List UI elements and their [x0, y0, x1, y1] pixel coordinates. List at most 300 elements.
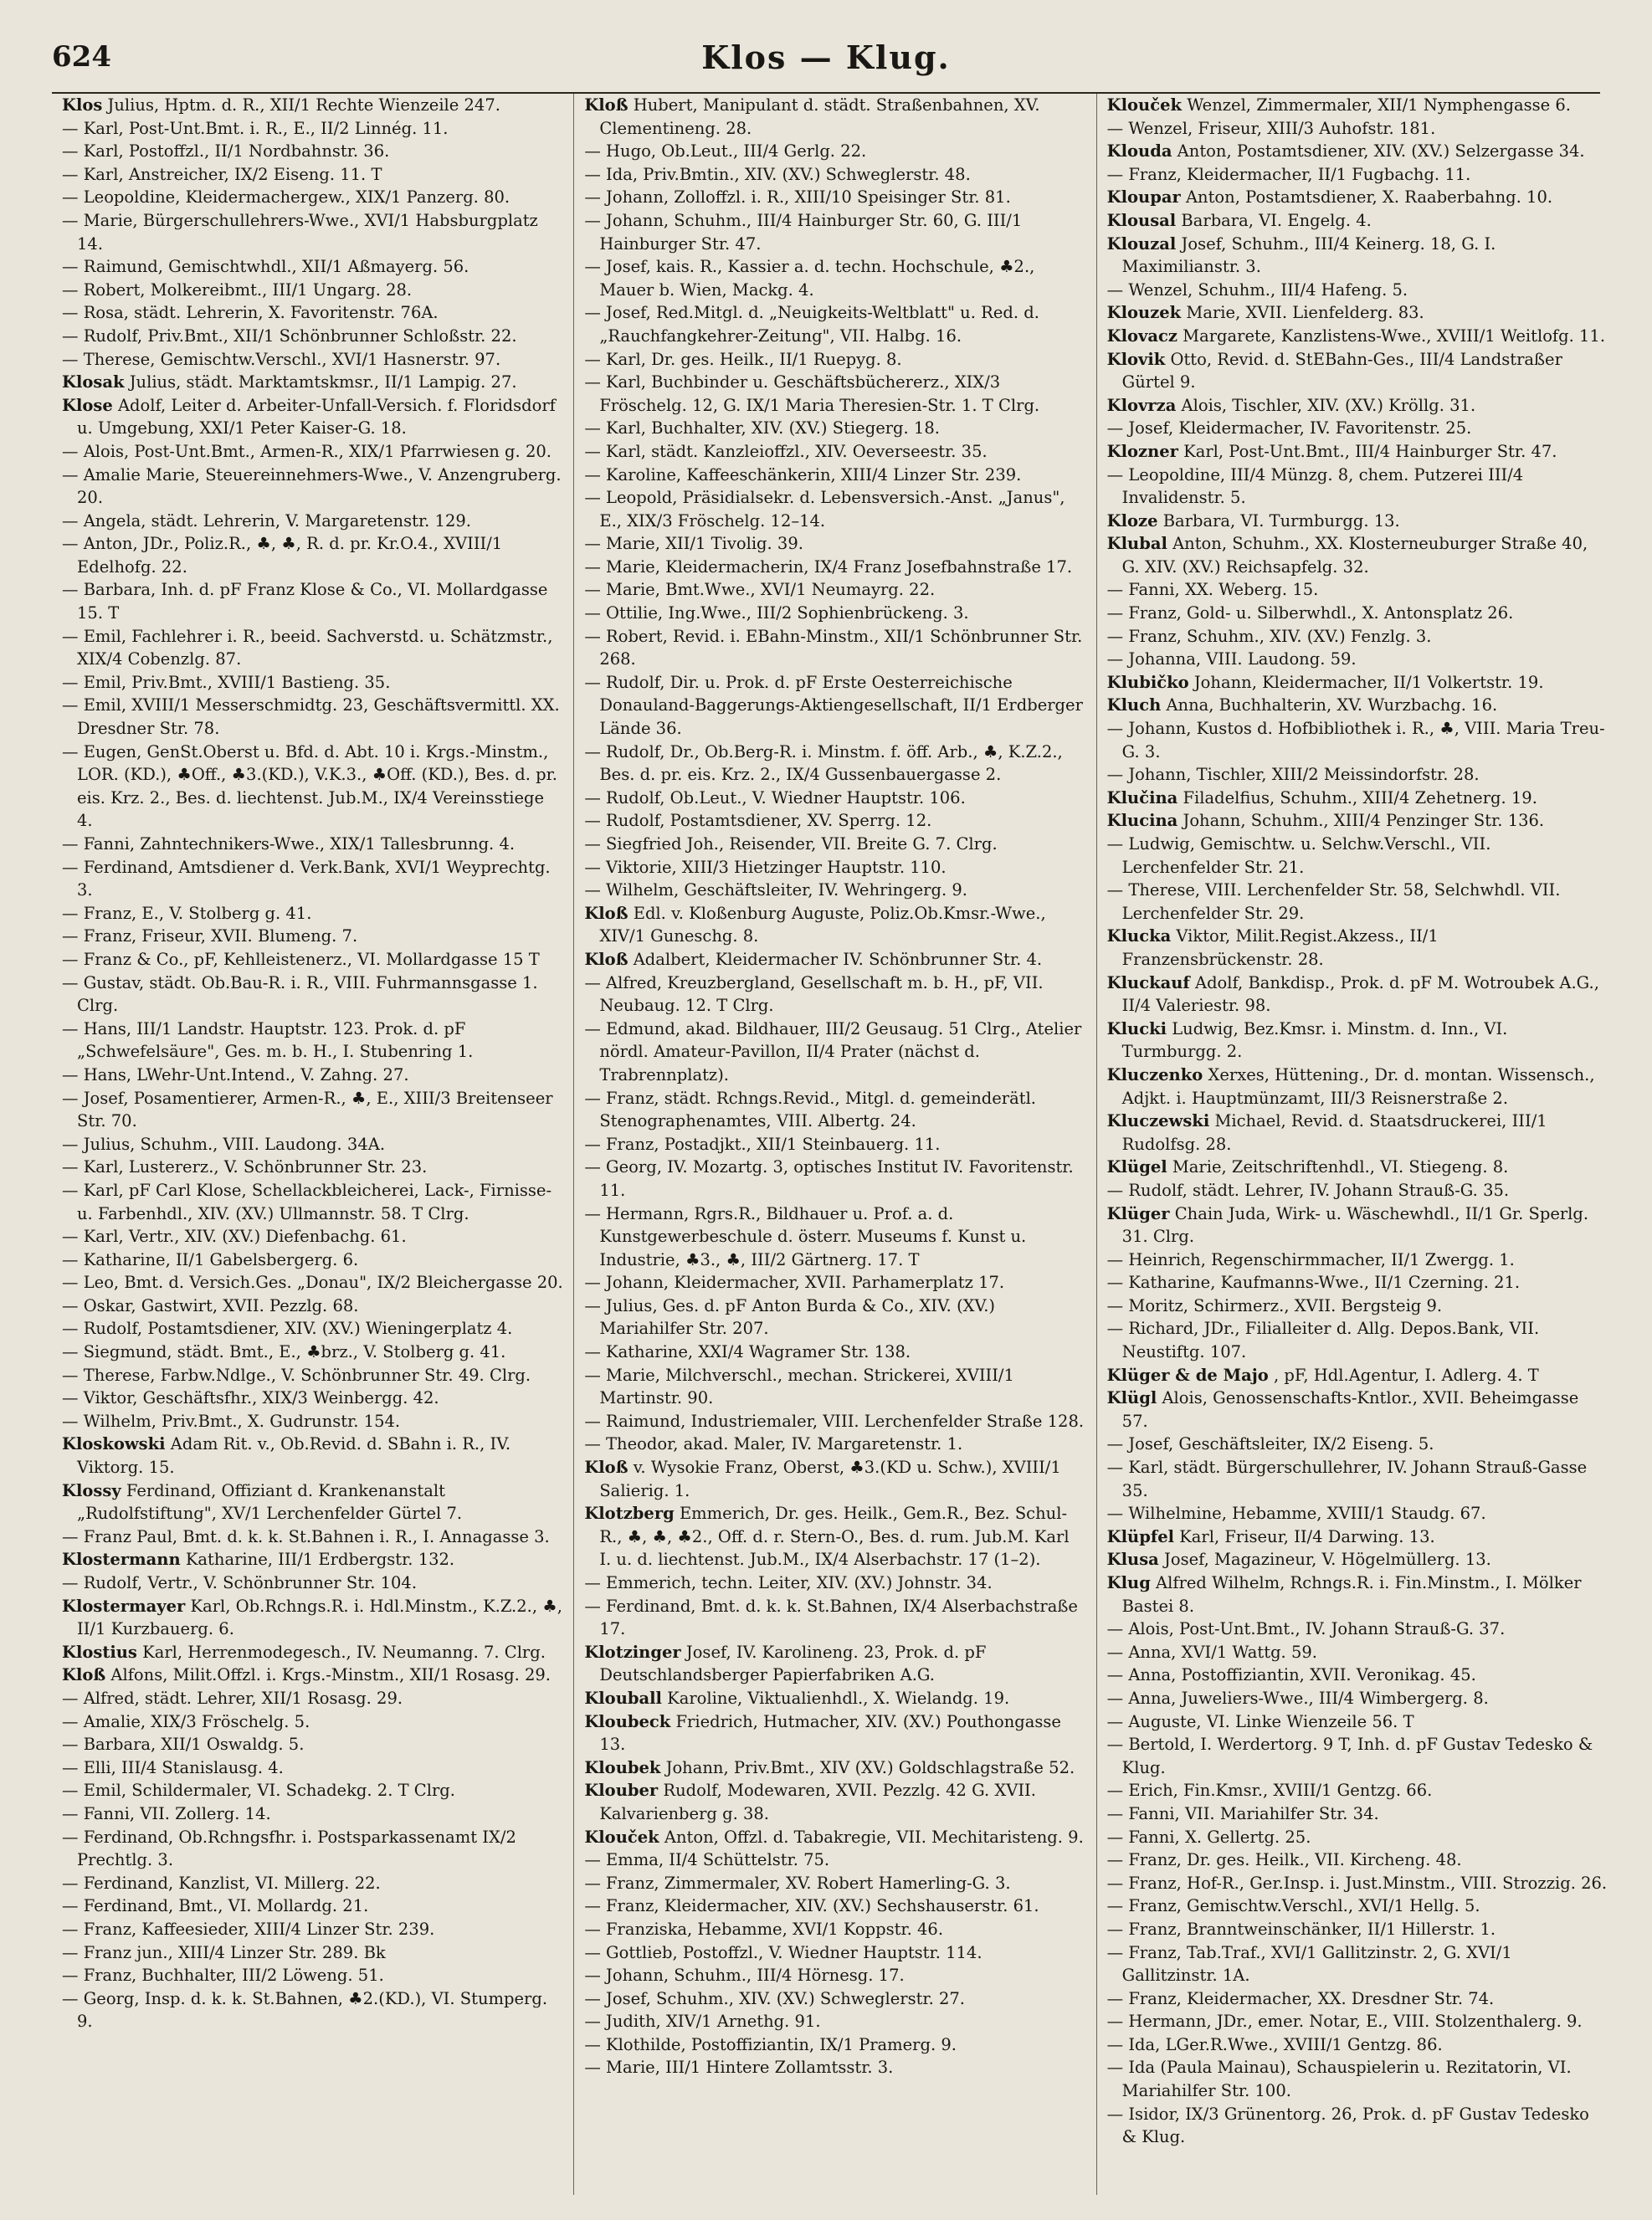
directory-entry — [584, 348, 1085, 372]
directory-entry — [584, 186, 1085, 209]
entry-text: — Johann, Schuhm., III/4 Hörnesg. 17. — [584, 1966, 905, 1986]
entry-text: Anton, Schuhm., XX. Klosterneuburger Straße 40, G. XIV. (XV.) Reichsapfelg. 32. — [1121, 534, 1588, 577]
entry-text: — Leo, Bmt. d. Versich.Ges. „Donau", IX/2 Bleichergasse 20. — [62, 1273, 563, 1293]
entry-text: — Ottilie, Ing.Wwe., III/2 Sophienbrückeng. 3. — [584, 603, 969, 623]
entry-text: — Fanni, X. Gellertg. 25. — [1106, 1827, 1311, 1847]
directory-entry — [1107, 879, 1608, 925]
entry-text: — Josef, kais. R., Kassier a. d. techn. Hochschule, ♣2., Mauer b. Wien, Mackg. 4. — [584, 257, 1035, 300]
entry-text: — Franz, Gemischtw.Verschl., XVI/1 Hellg. 5. — [1106, 1896, 1480, 1916]
entry-text: — Alfred, städt. Lehrer, XII/1 Rosasg. 29. — [62, 1688, 403, 1708]
entry-text: — Moritz, Schirmerz., XVII. Bergsteig 9. — [1106, 1295, 1443, 1315]
entry-text: — Elli, III/4 Stanislausg. 4. — [62, 1757, 284, 1777]
directory-entry — [1107, 1848, 1608, 1872]
directory-entry — [62, 255, 563, 279]
directory-entry — [1107, 694, 1608, 717]
directory-entry — [1107, 1548, 1608, 1571]
entry-text: Josef, Magazineur, V. Högelmüllerg. 13. — [1164, 1550, 1491, 1570]
directory-entry — [584, 741, 1085, 787]
entry-text: Viktor, Milit.Regist.Akzess., II/1 Franzensbrückenstr. 28. — [1121, 926, 1439, 969]
entry-surname: Klügl — [1106, 1388, 1157, 1408]
entry-text: — Raimund, Industriemaler, VIII. Lerchenfelder Straße 128. — [584, 1411, 1085, 1431]
entry-text: — Fanni, VII. Mariahilfer Str. 34. — [1106, 1803, 1379, 1823]
directory-entry — [584, 602, 1085, 625]
column-3 — [1097, 94, 1619, 2195]
directory-entry — [584, 1502, 1085, 1571]
entry-text: — Alfred, Kreuzbergland, Gesellschaft m. b. H., pF, VII. Neubaug. 12. T Clrg. — [584, 972, 1044, 1016]
directory-entry — [62, 1364, 563, 1387]
entry-text: — Julius, Schuhm., VIII. Laudong. 34A. — [62, 1134, 386, 1154]
entry-surname: Klucina — [1106, 811, 1178, 831]
directory-entry — [62, 625, 563, 671]
directory-entry — [584, 486, 1085, 532]
directory-entry — [62, 1156, 563, 1179]
entry-surname: Kloß — [584, 95, 628, 115]
entry-text: Karl, Friseur, II/4 Darwing. 13. — [1179, 1526, 1435, 1546]
entry-text: — Hermann, Rgrs.R., Bildhauer u. Prof. a. d. Kunstgewerbeschule d. österr. Museums f. Kunst u. Industrie, ♣3., ♣, III/2 Gärtnerg. 17. T — [584, 1203, 1027, 1269]
entry-surname: Klučina — [1106, 787, 1178, 808]
entry-text: — Franz, Zimmermaler, XV. Robert Hamerling-G. 3. — [584, 1873, 1011, 1893]
directory-entry — [62, 925, 563, 948]
page-header — [52, 33, 1600, 94]
page-number: 624 — [52, 40, 111, 74]
directory-entry — [62, 209, 563, 255]
directory-entry — [584, 1918, 1085, 1941]
entry-text: — Johann, Kustos d. Hofbibliothek i. R., ♣, VIII. Maria Treu-G. 3. — [1106, 719, 1605, 761]
entry-text: — Klothilde, Postoffiziantin, IX/1 Pramerg. 9. — [584, 2034, 957, 2054]
entry-text: — Franz, Kleidermacher, XIV. (XV.) Sechshauserstr. 61. — [584, 1896, 1039, 1916]
directory-entry — [1107, 94, 1608, 117]
directory-entry — [1107, 348, 1608, 394]
entry-surname: Klovik — [1106, 349, 1166, 369]
directory-entry — [1107, 1156, 1608, 1179]
directory-entry — [1107, 532, 1608, 578]
entry-text: — Franz, städt. Rchngs.Revid., Mitgl. d. gemeinderätl. Stenographenamtes, VIII. Albertg. 24. — [584, 1088, 1037, 1131]
entry-text: — Emil, XVIII/1 Messerschmidtg. 23, Geschäftsvermittl. XX. Dresdner Str. 78. — [62, 695, 560, 739]
directory-entry — [62, 1133, 563, 1156]
entry-text: Michael, Revid. d. Staatsdruckerei, III/1 Rudolfsg. 28. — [1121, 1111, 1547, 1154]
running-head: Klos — Klug. — [701, 38, 951, 76]
directory-entry — [1107, 1271, 1608, 1295]
entry-text: — Marie, XII/1 Tivolig. 39. — [584, 534, 803, 554]
entry-text: Anton, Offzl. d. Tabakregie, VII. Mechitaristeng. 9. — [664, 1827, 1084, 1847]
directory-entry — [1107, 1710, 1608, 1734]
entry-text: — Alois, Post-Unt.Bmt., Armen-R., XIX/1 Pfarrwiesen g. 20. — [62, 441, 552, 461]
entry-text: — Karl, pF Carl Klose, Schellackbleicherei, Lack-, Firnisse- u. Farbenhdl., XIV. (XV.) Ullmannstr. 58. T Clrg. — [62, 1180, 552, 1223]
entry-text: — Wilhelm, Geschäftsleiter, IV. Wehringerg. 9. — [584, 880, 967, 900]
directory-entry — [1107, 1064, 1608, 1110]
entry-text: Edl. v. Kloßenburg Auguste, Poliz.Ob.Kmsr.-Wwe., XIV/1 Guneschg. 8. — [599, 903, 1046, 946]
entry-text: — Katharine, Kaufmanns-Wwe., II/1 Czerning. 21. — [1106, 1273, 1521, 1293]
entry-text: Adalbert, Kleidermacher IV. Schönbrunner Str. 4. — [633, 949, 1043, 969]
entry-surname: Klouball — [584, 1688, 662, 1708]
entry-text: — Leopoldine, Kleidermachergew., XIX/1 Panzerg. 80. — [62, 187, 510, 208]
directory-entry — [1107, 1456, 1608, 1502]
directory-entry — [1107, 1872, 1608, 1895]
entry-text: Johann, Kleidermacher, II/1 Volkertstr. 19. — [1193, 672, 1544, 692]
directory-entry — [1107, 2033, 1608, 2057]
entry-text: Karl, Ob.Rchngs.R. i. Hdl.Minstm., K.Z.2., ♣, II/1 Kurzbauerg. 6. — [77, 1596, 562, 1639]
directory-entry — [1107, 1941, 1608, 1987]
entry-text: — Therese, Gemischtw.Verschl., XVI/1 Hasnerstr. 97. — [62, 349, 501, 369]
directory-entry — [1107, 833, 1608, 879]
directory-entry — [62, 163, 563, 187]
directory-entry — [584, 140, 1085, 163]
directory-entry — [1107, 1826, 1608, 1849]
entry-text: — Anna, XVI/1 Wattg. 59. — [1106, 1642, 1317, 1662]
directory-entry — [584, 163, 1085, 187]
directory-entry — [62, 1733, 563, 1756]
entry-text: — Johann, Zolloffzl. i. R., XIII/10 Speisinger Str. 81. — [584, 187, 1011, 208]
entry-text: — Rudolf, Postamtsdiener, XIV. (XV.) Wieningerplatz 4. — [62, 1319, 513, 1339]
directory-entry — [584, 209, 1085, 255]
directory-entry — [1107, 279, 1608, 302]
entry-text: — Franz, Hof-R., Ger.Insp. i. Just.Minstm., VIII. Strozzig. 26. — [1106, 1873, 1608, 1893]
entry-text: Friedrich, Hutmacher, XIV. (XV.) Pouthongasse 13. — [599, 1711, 1061, 1755]
entry-text: — Franz Paul, Bmt. d. k. k. St.Bahnen i. R., I. Annagasse 3. — [62, 1526, 550, 1546]
directory-entry — [62, 279, 563, 302]
directory-entry — [1107, 117, 1608, 141]
entry-text: — Wilhelmine, Hebamme, XVIII/1 Staudg. 67. — [1106, 1504, 1486, 1524]
directory-entry — [62, 1756, 563, 1780]
directory-entry — [1107, 1525, 1608, 1549]
entry-text: — Heinrich, Regenschirmmacher, II/1 Zwergg. 1. — [1106, 1249, 1515, 1269]
entry-text: — Barbara, XII/1 Oswaldg. 5. — [62, 1735, 305, 1755]
directory-entry — [62, 1341, 563, 1364]
entry-text: Karl, Post-Unt.Bmt., III/4 Hainburger Str. 47. — [1183, 441, 1557, 461]
entry-text: Julius, Hptm. d. R., XII/1 Rechte Wienzeile 247. — [107, 95, 500, 115]
directory-entry — [1107, 1802, 1608, 1826]
directory-entry — [584, 671, 1085, 741]
entry-text: — Fanni, VII. Zollerg. 14. — [62, 1803, 271, 1823]
directory-entry — [1107, 1295, 1608, 1318]
directory-entry — [62, 371, 563, 394]
directory-entry — [584, 1641, 1085, 1687]
directory-entry — [1107, 925, 1608, 971]
entry-text: — Marie, Milchverschl., mechan. Strickerei, XVIII/1 Martinstr. 90. — [584, 1365, 1014, 1408]
entry-text: — Auguste, VI. Linke Wienzeile 56. T — [1106, 1711, 1414, 1731]
directory-entry — [1107, 1733, 1608, 1779]
entry-surname: Klotzberg — [584, 1504, 675, 1524]
entry-surname: Klouzal — [1106, 233, 1177, 254]
directory-entry — [584, 464, 1085, 487]
entry-surname: Klostermann — [62, 1550, 181, 1570]
directory-entry — [1107, 140, 1608, 163]
entry-text: Alfons, Milit.Offzl. i. Krgs.-Minstm., XII/1 Rosasg. 29. — [110, 1665, 551, 1685]
entry-text: — Franz jun., XIII/4 Linzer Str. 289. Bk — [62, 1942, 386, 1962]
entry-surname: Klug — [1106, 1573, 1151, 1592]
entry-text: — Rosa, städt. Lehrerin, X. Favoritenstr. 76A. — [62, 303, 439, 323]
entry-text: — Fanni, Zahntechnikers-Wwe., XIX/1 Tallesbrunng. 4. — [62, 834, 516, 854]
entry-text: Emmerich, Dr. ges. Heilk., Gem.R., Bez. Schul-R., ♣, ♣, ♣2., Off. d. r. Stern-O., Bes. d. rum. Jub.M. Karl I. u. d. liechtenst. Jub.M., IX/4 Alserbachstr. 17 (1–2). — [599, 1504, 1070, 1570]
directory-entry — [1107, 1687, 1608, 1710]
directory-entry — [584, 1087, 1085, 1133]
directory-entry — [1107, 510, 1608, 533]
entry-text: Otto, Revid. d. StEBahn-Ges., III/4 Landstraßer Gürtel 9. — [1121, 349, 1562, 392]
directory-entry — [62, 510, 563, 533]
directory-entry — [62, 1710, 563, 1734]
directory-entry — [584, 2056, 1085, 2079]
directory-entry — [1107, 2010, 1608, 2033]
entry-text: — Marie, Bmt.Wwe., XVI/1 Neumayrg. 22. — [584, 580, 936, 600]
directory-entry — [1107, 440, 1608, 464]
entry-surname: Kluch — [1106, 695, 1162, 715]
entry-text: — Ludwig, Gemischtw. u. Selchw.Verschl., VII. Lerchenfelder Str. 21. — [1106, 834, 1491, 877]
entry-text: Ludwig, Bez.Kmsr. i. Minstm. d. Inn., VI. Turmburgg. 2. — [1121, 1018, 1508, 1062]
entry-text: — Amalie, XIX/3 Fröschelg. 5. — [62, 1711, 310, 1731]
directory-entry — [1107, 2056, 1608, 2102]
entry-text: — Franz, Kaffeesieder, XIII/4 Linzer Str. 239. — [62, 1919, 435, 1939]
directory-entry — [62, 117, 563, 141]
entry-text: Johann, Schuhm., XIII/4 Penzinger Str. 136. — [1183, 811, 1545, 831]
entry-text: Barbara, VI. Turmburgg. 13. — [1162, 510, 1400, 531]
directory-entry — [584, 1202, 1085, 1272]
directory-entry — [62, 1410, 563, 1433]
directory-entry — [584, 1756, 1085, 1780]
entry-surname: Klose — [62, 395, 113, 415]
entry-text: Karoline, Viktualienhdl., X. Wielandg. 19. — [667, 1688, 1010, 1708]
entry-text: — Karl, Vertr., XIV. (XV.) Diefenbachg. 61. — [62, 1227, 407, 1247]
entry-text: — Siegfried Joh., Reisender, VII. Breite G. 7. Clrg. — [584, 834, 998, 854]
directory-entry — [1107, 671, 1608, 695]
entry-text: Ferdinand, Offiziant d. Krankenanstalt „Rudolfstiftung", XV/1 Lerchenfelder Gürtel 7. — [77, 1480, 463, 1524]
entry-text: — Anna, Juweliers-Wwe., III/4 Wimbergerg. 8. — [1106, 1688, 1489, 1708]
directory-entry — [584, 1710, 1085, 1756]
directory-entry — [1107, 578, 1608, 602]
entry-text: Margarete, Kanzlistens-Wwe., XVIII/1 Weitlofg. 11. — [1183, 326, 1606, 346]
directory-entry — [584, 532, 1085, 556]
entry-text: Marie, XVII. Lienfelderg. 83. — [1186, 303, 1424, 323]
directory-entry — [62, 325, 563, 348]
entry-text: — Edmund, akad. Bildhauer, III/2 Geusaug. 51 Clrg., Atelier nördl. Amateur-Pavillon, II/4 Prater (nächst d. Trabrennplatz). — [584, 1018, 1082, 1084]
entry-text: — Georg, Insp. d. k. k. St.Bahnen, ♣2.(KD.), VI. Stumperg. 9. — [62, 1988, 548, 2032]
entry-text: Adolf, Bankdisp., Prok. d. pF M. Wotroubek A.G., II/4 Valeriestr. 98. — [1121, 972, 1599, 1016]
entry-text: — Oskar, Gastwirt, XVII. Pezzlg. 68. — [62, 1295, 359, 1315]
entry-text: — Karl, Post-Unt.Bmt. i. R., E., II/2 Linnég. 11. — [62, 118, 449, 138]
entry-text: — Amalie Marie, Steuereinnehmers-Wwe., V. Anzengruberg. 20. — [62, 464, 562, 508]
directory-entry — [62, 1317, 563, 1341]
directory-entry — [62, 1987, 563, 2033]
entry-text: — Katharine, XXI/4 Wagramer Str. 138. — [584, 1342, 911, 1362]
directory-entry — [584, 1779, 1085, 1825]
entry-text: — Bertold, I. Werdertorg. 9 T, Inh. d. pF Gustav Tedesko & Klug. — [1106, 1735, 1593, 1777]
directory-entry — [1107, 233, 1608, 279]
directory-entry — [62, 741, 563, 833]
entry-text: Xerxes, Hüttening., Dr. d. montan. Wissensch., Adjkt. i. Hauptmünzamt, III/3 Reisnerstraße 2. — [1121, 1064, 1595, 1108]
directory-entry — [62, 578, 563, 624]
directory-entry — [62, 301, 563, 325]
entry-surname: Klovrza — [1106, 395, 1177, 415]
entry-surname: Kloß — [62, 1665, 106, 1685]
directory-entry — [584, 1295, 1085, 1341]
directory-entry — [1107, 717, 1608, 763]
entry-text: — Franz & Co., pF, Kehlleistenerz., VI. Mollardgasse 15 T — [62, 949, 540, 969]
directory-entry — [584, 902, 1085, 948]
entry-text: — Franz, Friseur, XVII. Blumeng. 7. — [62, 926, 358, 946]
entry-text: — Franz, Branntweinschänker, II/1 Hillerstr. 1. — [1106, 1919, 1496, 1939]
entry-text: — Georg, IV. Mozartg. 3, optisches Institut IV. Favoritenstr. 11. — [584, 1157, 1074, 1200]
directory-entry — [584, 371, 1085, 417]
column-1 — [52, 94, 574, 2195]
directory-entry — [62, 972, 563, 1018]
directory-entry — [1107, 209, 1608, 233]
directory-entry — [62, 1295, 563, 1318]
directory-entry — [584, 1595, 1085, 1641]
directory-entry — [584, 1364, 1085, 1410]
entry-text: — Emmerich, techn. Leiter, XIV. (XV.) Johnstr. 34. — [584, 1573, 993, 1592]
directory-columns — [52, 94, 1619, 2195]
entry-text: — Ferdinand, Amtsdiener d. Verk.Bank, XVI/1 Weyprechtg. 3. — [62, 857, 551, 900]
entry-text: — Viktor, Geschäftsfhr., XIX/3 Weinbergg. 42. — [62, 1388, 439, 1408]
entry-text: — Wenzel, Friseur, XIII/3 Auhofstr. 181. — [1106, 118, 1436, 138]
entry-text: — Franz, Buchhalter, III/2 Löweng. 51. — [62, 1966, 384, 1986]
directory-entry — [584, 972, 1085, 1018]
entry-surname: Klossy — [62, 1480, 121, 1500]
directory-entry — [584, 1433, 1085, 1456]
directory-entry — [62, 833, 563, 856]
directory-entry — [1107, 1918, 1608, 1941]
entry-surname: Klostermayer — [62, 1596, 186, 1616]
directory-entry — [584, 556, 1085, 579]
entry-surname: Kluckauf — [1106, 972, 1190, 992]
directory-entry — [62, 1918, 563, 1941]
entry-text: — Josef, Posamentierer, Armen-R., ♣, E., XIII/3 Breitenseer Str. 70. — [62, 1088, 553, 1131]
entry-text: — Karl, städt. Bürgerschullehrer, IV. Johann Strauß-Gasse 35. — [1106, 1458, 1588, 1500]
entry-text: — Franz, E., V. Stolberg g. 41. — [62, 903, 312, 923]
entry-text: Rudolf, Modewaren, XVII. Pezzlg. 42 G. XVII. Kalvarienberg g. 38. — [599, 1781, 1036, 1823]
entry-text: — Theodor, akad. Maler, IV. Margaretenstr. 1. — [584, 1434, 963, 1454]
entry-text: — Alois, Post-Unt.Bmt., IV. Johann Strauß-G. 37. — [1106, 1619, 1506, 1639]
directory-entry — [584, 1826, 1085, 1849]
directory-entry — [62, 1248, 563, 1272]
directory-entry — [1107, 394, 1608, 418]
entry-surname: Klostius — [62, 1642, 137, 1662]
entry-surname: Kloß — [584, 903, 628, 923]
entry-text: — Karl, Anstreicher, IX/2 Eiseng. 11. T — [62, 164, 382, 184]
entry-surname: Klouček — [1106, 95, 1182, 115]
entry-text: Chain Juda, Wirk- u. Wäschewhdl., II/1 Gr. Sperlg. 31. Clrg. — [1121, 1203, 1589, 1247]
entry-text: — Ferdinand, Ob.Rchngsfhr. i. Postsparkassenamt IX/2 Prechtlg. 3. — [62, 1827, 516, 1870]
directory-entry — [62, 671, 563, 695]
entry-text: — Johann, Tischler, XIII/2 Meissindorfstr. 28. — [1106, 765, 1480, 785]
entry-text: — Karl, Buchbinder u. Geschäftsbüchererz., XIX/3 Fröschelg. 12, G. IX/1 Maria Theresien-Str. 1. T Clrg. — [584, 372, 1040, 415]
entry-surname: Klubal — [1106, 534, 1167, 554]
directory-entry — [62, 1941, 563, 1965]
entry-text: — Josef, Kleidermacher, IV. Favoritenstr. 25. — [1106, 418, 1472, 438]
entry-text: — Angela, städt. Lehrerin, V. Margaretenstr. 129. — [62, 510, 471, 531]
entry-text: — Josef, Schuhm., XIV. (XV.) Schweglerstr. 27. — [584, 1988, 965, 2008]
directory-entry — [62, 694, 563, 740]
entry-text: — Isidor, IX/3 Grünentorg. 26, Prok. d. pF Gustav Tedesko & Klug. — [1106, 2104, 1589, 2147]
entry-text: — Marie, III/1 Hintere Zollamtsstr. 3. — [584, 2058, 894, 2078]
directory-entry — [1107, 1202, 1608, 1248]
directory-entry — [1107, 1248, 1608, 1272]
entry-surname: Kloubek — [584, 1757, 661, 1777]
entry-text: — Robert, Revid. i. EBahn-Minstm., XII/1 Schönbrunner Str. 268. — [584, 626, 1083, 669]
entry-text: Josef, Schuhm., III/4 Keinerg. 18, G. I. Maximilianstr. 3. — [1121, 233, 1496, 277]
directory-entry — [62, 1479, 563, 1525]
entry-text: — Erich, Fin.Kmsr., XVIII/1 Gentzg. 66. — [1106, 1781, 1433, 1801]
directory-entry — [62, 1525, 563, 1549]
directory-entry — [1107, 1179, 1608, 1202]
directory-entry — [62, 1687, 563, 1710]
directory-entry — [1107, 325, 1608, 348]
entry-text: — Rudolf, Postamtsdiener, XV. Sperrg. 12. — [584, 811, 932, 831]
directory-entry — [1107, 1618, 1608, 1641]
directory-entry — [584, 301, 1085, 347]
entry-text: — Josef, Red.Mitgl. d. „Neuigkeits-Weltblatt" u. Red. d. „Rauchfangkehrer-Zeitung", VII. Halbg. 16. — [584, 303, 1039, 346]
entry-text: Adam Rit. v., Ob.Revid. d. SBahn i. R., IV. Viktorg. 15. — [77, 1434, 511, 1478]
entry-text: Josef, IV. Karolineng. 23, Prok. d. pF Deutschlandsberger Papierfabriken A.G. — [599, 1642, 987, 1685]
entry-text: — Anna, Postoffiziantin, XVII. Veronikag. 45. — [1106, 1665, 1476, 1685]
directory-entry — [584, 1410, 1085, 1433]
entry-text: Katharine, III/1 Erdbergstr. 132. — [185, 1550, 455, 1570]
entry-text: Wenzel, Zimmermaler, XII/1 Nymphengasse 6. — [1187, 95, 1571, 115]
entry-text: — Karl, städt. Kanzleioffzl., XIV. Oeverseestr. 35. — [584, 441, 988, 461]
entry-text: Anton, Postamtsdiener, XIV. (XV.) Selzergasse 34. — [1177, 141, 1585, 162]
entry-text: — Therese, VIII. Lerchenfelder Str. 58, Selchwhdl. VII. Lerchenfelder Str. 29. — [1106, 880, 1561, 923]
directory-entry — [584, 1987, 1085, 2011]
directory-entry — [584, 94, 1085, 140]
entry-text: — Rudolf, Vertr., V. Schönbrunner Str. 104. — [62, 1573, 418, 1592]
entry-text: — Ida, LGer.R.Wwe., XVIII/1 Gentzg. 86. — [1106, 2034, 1443, 2054]
directory-entry — [584, 856, 1085, 879]
directory-entry — [1107, 602, 1608, 625]
entry-surname: Klubičko — [1106, 672, 1189, 692]
entry-text: — Emma, II/4 Schüttelstr. 75. — [584, 1850, 830, 1870]
entry-text: — Raimund, Gemischtwhdl., XII/1 Aßmayerg. 56. — [62, 257, 469, 277]
directory-entry — [1107, 1502, 1608, 1525]
entry-text: , pF, Hdl.Agentur, I. Adlerg. 4. T — [1274, 1365, 1539, 1385]
directory-entry — [62, 1664, 563, 1687]
entry-surname: Klos — [62, 95, 103, 115]
entry-surname: Klouček — [584, 1827, 659, 1847]
directory-entry — [62, 1802, 563, 1826]
directory-entry — [62, 1894, 563, 1918]
entry-text: — Ferdinand, Kanzlist, VI. Millerg. 22. — [62, 1873, 381, 1893]
entry-text: Julius, städt. Marktamtskmsr., II/1 Lampig. 27. — [129, 372, 517, 392]
entry-text: Marie, Zeitschriftenhdl., VI. Stiegeng. 8. — [1172, 1157, 1509, 1177]
directory-entry — [584, 417, 1085, 440]
directory-entry — [584, 1456, 1085, 1502]
entry-text: — Robert, Molkereibmt., III/1 Ungarg. 28. — [62, 279, 413, 300]
entry-surname: Klosak — [62, 372, 125, 392]
entry-surname: Klouzek — [1106, 303, 1182, 323]
entry-surname: Kloze — [1106, 510, 1158, 531]
entry-text: — Franz, Dr. ges. Heilk., VII. Kircheng. 48. — [1106, 1850, 1462, 1870]
directory-entry — [62, 1179, 563, 1225]
entry-text: — Karoline, Kaffeeschänkerin, XIII/4 Linzer Str. 239. — [584, 464, 1022, 485]
entry-text: — Karl, Buchhalter, XIV. (XV.) Stiegerg. 18. — [584, 418, 940, 438]
entry-surname: Klozner — [1106, 441, 1178, 461]
directory-entry — [584, 1018, 1085, 1087]
directory-entry — [584, 1687, 1085, 1710]
directory-entry — [62, 902, 563, 925]
entry-text: — Karl, Dr. ges. Heilk., II/1 Ruepyg. 8. — [584, 349, 902, 369]
directory-entry — [1107, 1571, 1608, 1618]
directory-entry — [584, 1571, 1085, 1595]
directory-entry — [584, 1964, 1085, 1987]
directory-entry — [62, 1826, 563, 1872]
directory-entry — [62, 1571, 563, 1595]
entry-surname: Klucka — [1106, 926, 1172, 946]
directory-entry — [584, 809, 1085, 833]
directory-entry — [1107, 1641, 1608, 1664]
directory-entry — [1107, 417, 1608, 440]
directory-entry — [62, 1064, 563, 1087]
directory-entry — [62, 348, 563, 372]
directory-entry — [1107, 1110, 1608, 1156]
entry-surname: Kluczewski — [1106, 1111, 1210, 1131]
